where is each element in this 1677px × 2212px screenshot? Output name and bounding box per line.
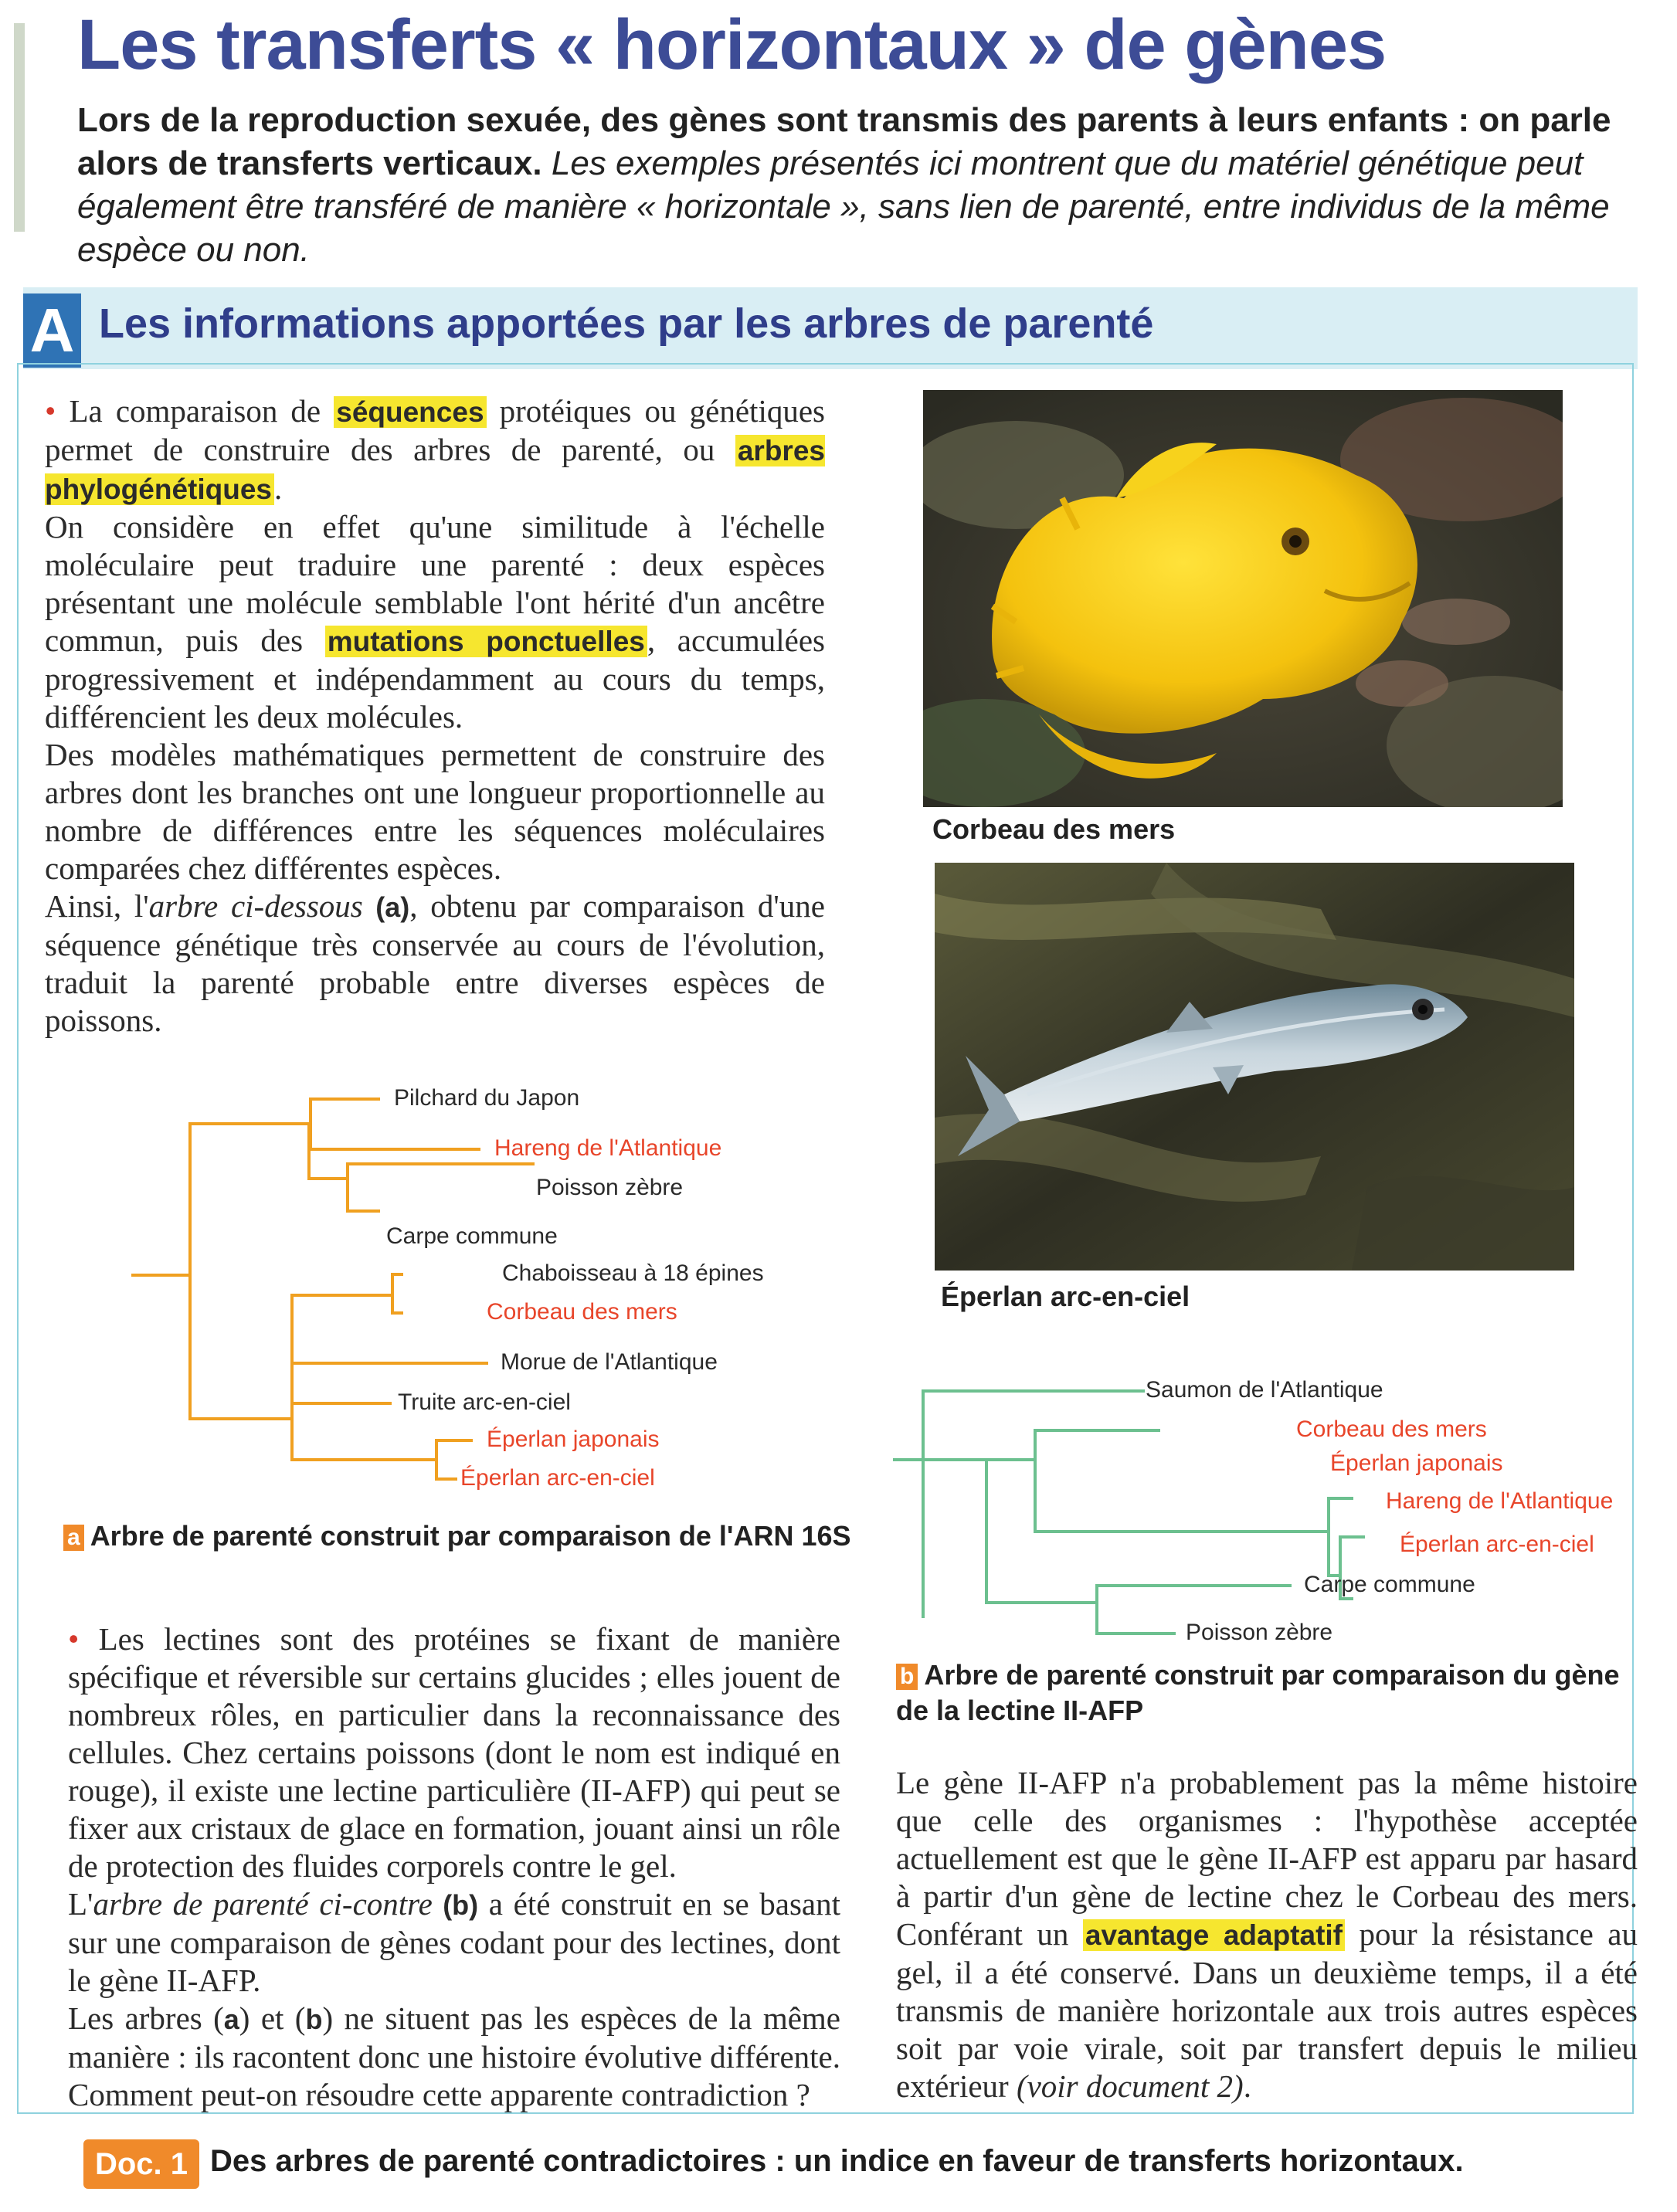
text-span: a été construit en se basant sur une comparaison de gènes codant pour des lectines, dont le gène II-AFP. <box>68 1886 841 1998</box>
highlight-sequences: séquences <box>334 396 486 428</box>
section-title: Les informations apportées par les arbres de parenté <box>99 300 1154 347</box>
photo-eperlan-arc-en-ciel <box>935 863 1574 1271</box>
caption-text: Arbre de parenté construit par comparaison du gène de la lectine II-AFP <box>896 1659 1620 1726</box>
margin-bar <box>14 23 25 232</box>
highlight-arbres-phylogenetiques: arbres phylogénétiques <box>45 435 825 505</box>
tree-leaf-label: Corbeau des mers <box>487 1298 677 1325</box>
doc-badge: Doc. 1 <box>83 2139 199 2189</box>
tree-leaf-label: Corbeau des mers <box>1296 1416 1487 1442</box>
text-italic: (voir document 2) <box>1016 2068 1244 2104</box>
text-span: Le gène II-AFP n'a probablement pas la même histoire que celle des organismes : l'hypothèse acceptée actuellement est que le gène II-AFP est apparu par hasard à partir d'un gène de lectine chez le Corbeau des mers. Conférant un <box>896 1765 1638 1952</box>
ref-b: b <box>305 2003 323 2035</box>
text-span: , accumulées progressivement et indépendamment au cours du temps, différencient les deux molécules. <box>45 623 826 735</box>
text-span: ) et ( <box>239 2000 306 2036</box>
text-span: . <box>273 470 283 506</box>
intro-bold: Lors de la reproduction sexuée, des gènes sont transmis des parents à leurs enfants : on parle alors de transferts verticaux. <box>77 101 1611 182</box>
text-span: Des modèles mathématiques permettent de construire des arbres dont les branches ont une longueur proportionnelle au nombre de différences entre les séquences moléculaires comparées chez différentes espèces. <box>45 737 825 886</box>
text-span: . <box>1243 2068 1251 2104</box>
photo-corbeau-image <box>923 390 1563 807</box>
tree-leaf-label: Saumon de l'Atlantique <box>1146 1376 1383 1403</box>
highlight-mutations-ponctuelles: mutations ponctuelles <box>325 626 647 657</box>
tree-b-caption <box>896 1657 1638 1729</box>
paragraph-lectines <box>68 1620 840 2114</box>
tree-leaf-label: Hareng de l'Atlantique <box>494 1135 722 1161</box>
highlight-avantage-adaptatif: avantage adaptatif <box>1083 1919 1345 1951</box>
tree-leaf-label: Carpe commune <box>386 1223 558 1249</box>
phylogenetic-tree-a <box>116 1074 772 1506</box>
paragraph-ii-afp <box>896 1764 1638 2105</box>
bullet: • <box>68 1621 80 1657</box>
bullet: • <box>45 393 56 429</box>
tree-leaf-label: Éperlan japonais <box>1330 1450 1503 1476</box>
ref-a: a <box>223 2003 239 2035</box>
doc-title: Des arbres de parenté contradictoires : un indice en faveur de transferts horizontaux. <box>210 2144 1464 2178</box>
text-span: Les arbres ( <box>68 2000 224 2036</box>
photo-caption: Corbeau des mers <box>932 813 1176 845</box>
ref-b: (b) <box>432 1889 479 1921</box>
tree-leaf-label: Poisson zèbre <box>1186 1619 1333 1645</box>
section-letter: A <box>23 293 81 368</box>
photo-corbeau-des-mers <box>923 390 1563 807</box>
text-span: pour la résistance au gel, il a été conservé. Dans un deuxième temps, il a été transmis de manière horizontale aux trois autres espèces soit par voie virale, soit par transfert depuis le milieu extérieur <box>896 1916 1638 2104</box>
text-span: , obtenu par comparaison d'une séquence génétique très conservée au cours de l'évolution, traduit la parenté probable entre diverses espèces de poissons. <box>45 888 825 1038</box>
photo-caption: Éperlan arc-en-ciel <box>941 1281 1190 1312</box>
intro-text <box>77 99 1638 272</box>
paragraph-phylogeny <box>45 392 825 1040</box>
tree-leaf-label: Éperlan arc-en-ciel <box>1400 1531 1594 1557</box>
text-span: protéiques ou génétiques permet de construire des arbres de parenté, ou <box>45 393 825 467</box>
caption-tag-a: a <box>63 1525 84 1551</box>
caption-tag-b: b <box>896 1664 918 1690</box>
tree-leaf-label: Éperlan arc-en-ciel <box>460 1464 655 1491</box>
tree-leaf-label: Éperlan japonais <box>487 1426 660 1452</box>
text-span: La comparaison de <box>56 393 334 429</box>
page-title: Les transferts « horizontaux » de gènes <box>77 5 1387 84</box>
ref-a: (a) <box>362 891 410 923</box>
photo-eperlan-image <box>935 863 1574 1271</box>
tree-a-caption <box>63 1520 851 1552</box>
tree-leaf-label: Hareng de l'Atlantique <box>1386 1488 1614 1514</box>
tree-leaf-label: Carpe commune <box>1304 1571 1475 1597</box>
caption-text: Arbre de parenté construit par comparaison de l'ARN 16S <box>90 1520 851 1552</box>
tree-leaf-label: Pilchard du Japon <box>394 1084 580 1111</box>
text-span: Les lectines sont des protéines se fixant de manière spécifique et réversible sur certains glucides ; elles jouent de nombreux rôles, en particulier dans la reconnaissance des cellules. Chez certains poissons (dont le nom est indiqué en rouge), il existe une lectine particulière (II-AFP) qui peut se fixer aux cristaux de glace en formation, jouant ainsi un rôle de protection des fluides corporels contre le gel. <box>68 1621 840 1884</box>
text-span: On considère en effet qu'une similitude à l'échelle moléculaire peut traduire une parenté : deux espèces présentant une molécule semblable l'ont hérité d'un ancêtre commun, puis des <box>45 509 825 658</box>
text-span: L' <box>68 1886 93 1922</box>
text-span: ) ne situent pas les espèces de la même manière : ils racontent donc une histoire évolutive différente. Comment peut-on résoudre cette apparente contradiction ? <box>68 2000 840 2112</box>
tree-leaf-label: Morue de l'Atlantique <box>501 1349 718 1375</box>
text-span: Ainsi, l' <box>45 888 149 924</box>
intro-italic: Les exemples présentés ici montrent que du matériel génétique peut également être transféré de manière « horizontale », sans lien de parenté, entre individus de la même espèce ou non. <box>77 144 1610 269</box>
tree-leaf-label: Poisson zèbre <box>536 1174 684 1200</box>
text-italic: arbre de parenté ci-contre <box>93 1886 433 1922</box>
tree-leaf-label: Chaboisseau à 18 épines <box>502 1260 764 1286</box>
text-italic: arbre ci-dessous <box>148 888 363 924</box>
tree-leaf-label: Truite arc-en-ciel <box>398 1389 571 1415</box>
phylogenetic-tree-b <box>881 1355 1638 1664</box>
